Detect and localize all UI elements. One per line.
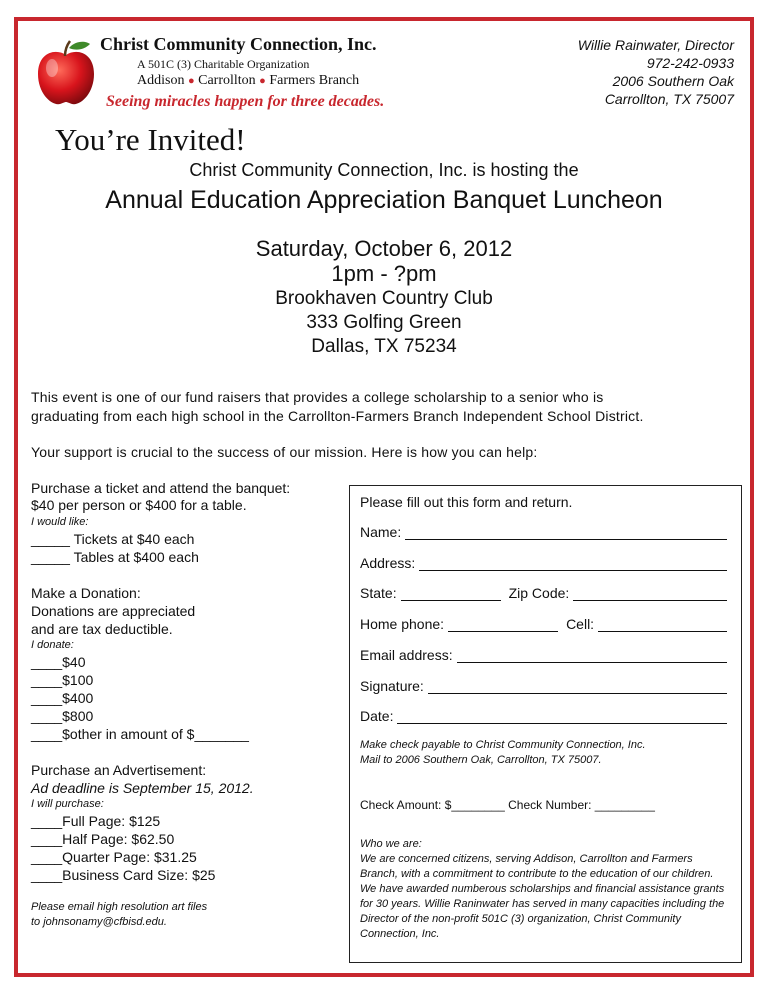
payable-line2: Mail to 2006 Southern Oak, Carrollton, TX 75007. bbox=[360, 754, 602, 766]
signature-field[interactable] bbox=[360, 678, 727, 694]
event-venue: Brookhaven Country Club bbox=[275, 288, 493, 309]
state-label: State: bbox=[360, 585, 397, 601]
date-label: Date: bbox=[360, 708, 394, 724]
city-addison: Addison bbox=[137, 73, 185, 88]
tables-item: _____ Tables at $400 each bbox=[31, 549, 199, 565]
intro-line-2: graduating from each high school in the Carrollton-Farmers Branch Independent School District. bbox=[31, 408, 644, 424]
city-farmers-branch: Farmers Branch bbox=[269, 73, 360, 88]
contact-block bbox=[578, 36, 734, 108]
ads-deadline: Ad deadline is September 15, 2012. bbox=[31, 780, 254, 796]
email-line[interactable] bbox=[457, 650, 727, 663]
date-line[interactable] bbox=[397, 711, 727, 724]
home-phone-line[interactable] bbox=[448, 619, 558, 632]
payable-line1: Make check payable to Christ Community Connection, Inc. bbox=[360, 739, 646, 751]
email-field[interactable] bbox=[360, 647, 727, 663]
state-line[interactable] bbox=[401, 588, 501, 601]
donation-heading: Make a Donation: bbox=[31, 585, 141, 601]
bullet-dot-icon: ● bbox=[259, 75, 266, 87]
invited-heading: You’re Invited! bbox=[55, 122, 246, 157]
bullet-dot-icon: ● bbox=[187, 75, 195, 87]
event-street: 333 Golfing Green bbox=[306, 312, 462, 333]
support-line: Your support is crucial to the success of our mission. Here is how you can help: bbox=[31, 444, 538, 460]
donation-option: ____$800 bbox=[31, 708, 94, 724]
ad-option: ____Full Page: $125 bbox=[31, 813, 161, 829]
cell-line[interactable] bbox=[598, 619, 727, 632]
email-label: Email address: bbox=[360, 647, 453, 663]
form-intro: Please fill out this form and return. bbox=[360, 494, 573, 510]
who-heading: Who we are: bbox=[360, 838, 422, 850]
donation-option: ____$400 bbox=[31, 690, 94, 706]
ad-option: ____Quarter Page: $31.25 bbox=[31, 849, 197, 865]
name-field[interactable] bbox=[360, 524, 727, 540]
donation-line3: and are tax deductible. bbox=[31, 621, 173, 637]
ad-option: ____Half Page: $62.50 bbox=[31, 831, 175, 847]
contact-director: Willie Rainwater, Director bbox=[577, 37, 734, 53]
ads-email-line1: Please email high resolution art files bbox=[31, 901, 208, 913]
contact-city: Carrollton, TX 75007 bbox=[604, 91, 734, 107]
state-zip-field[interactable] bbox=[360, 585, 727, 601]
who-text: We are concerned citizens, serving Addison, Carrollton and Farmers Branch, with a commitment to contribute to the education of our children. We have awarded numberous scholarships and financial assistance grants for 30 years. Willie Raninwater has served in many capacities including the Director of the non-profit 501C (3) organization, Christ Community Connection, Inc. bbox=[360, 853, 725, 940]
name-label: Name: bbox=[360, 524, 402, 540]
signature-label: Signature: bbox=[360, 678, 424, 694]
tickets-note: I would like: bbox=[31, 516, 89, 528]
apple-icon bbox=[34, 38, 98, 108]
ad-option: ____Business Card Size: $25 bbox=[31, 867, 216, 883]
intro-line-1: This event is one of our fund raisers that provides a college scholarship to a senior who is bbox=[31, 389, 604, 405]
tickets-heading: Purchase a ticket and attend the banquet: bbox=[31, 480, 291, 496]
address-field[interactable] bbox=[360, 555, 727, 571]
donation-option: ____$100 bbox=[31, 672, 94, 688]
event-time: 1pm - ?pm bbox=[331, 261, 437, 286]
tickets-item: _____ Tickets at $40 each bbox=[31, 531, 195, 547]
name-line[interactable] bbox=[405, 527, 727, 540]
org-name: Christ Community Connection, Inc. bbox=[100, 34, 377, 54]
donation-option: ____$40 bbox=[31, 654, 86, 670]
hosting-line: Christ Community Connection, Inc. is hosting the bbox=[189, 160, 579, 180]
tickets-price: $40 per person or $400 for a table. bbox=[31, 497, 247, 513]
zip-line[interactable] bbox=[573, 588, 727, 601]
zip-label: Zip Code: bbox=[508, 585, 570, 601]
tagline: Seeing miracles happen for three decades. bbox=[106, 93, 385, 110]
date-field[interactable] bbox=[360, 708, 727, 724]
contact-street: 2006 Southern Oak bbox=[612, 73, 734, 89]
city-carrollton: Carrollton bbox=[198, 73, 256, 88]
return-form bbox=[349, 485, 742, 963]
check-line: Check Amount: $________ Check Number: _________ bbox=[360, 798, 655, 812]
address-line[interactable] bbox=[419, 558, 727, 571]
event-title: Annual Education Appreciation Banquet Luncheon bbox=[105, 186, 663, 214]
ads-email-line2: to johnsonamy@cfbisd.edu. bbox=[31, 916, 167, 928]
ads-note: I will purchase: bbox=[31, 798, 104, 810]
event-date: Saturday, October 6, 2012 bbox=[255, 236, 513, 261]
signature-line[interactable] bbox=[428, 681, 727, 694]
donation-line2: Donations are appreciated bbox=[31, 603, 196, 619]
event-city: Dallas, TX 75234 bbox=[311, 336, 457, 357]
phone-field[interactable] bbox=[360, 616, 727, 632]
cell-label: Cell: bbox=[566, 616, 595, 632]
ads-heading: Purchase an Advertisement: bbox=[31, 762, 207, 778]
address-label: Address: bbox=[360, 555, 416, 571]
home-phone-label: Home phone: bbox=[360, 616, 445, 632]
org-cities bbox=[137, 73, 359, 89]
org-subtitle: A 501C (3) Charitable Organization bbox=[137, 57, 310, 71]
donation-option: ____$other in amount of $_______ bbox=[31, 726, 249, 742]
contact-phone: 972-242-0933 bbox=[646, 55, 734, 71]
donation-note: I donate: bbox=[31, 639, 74, 651]
